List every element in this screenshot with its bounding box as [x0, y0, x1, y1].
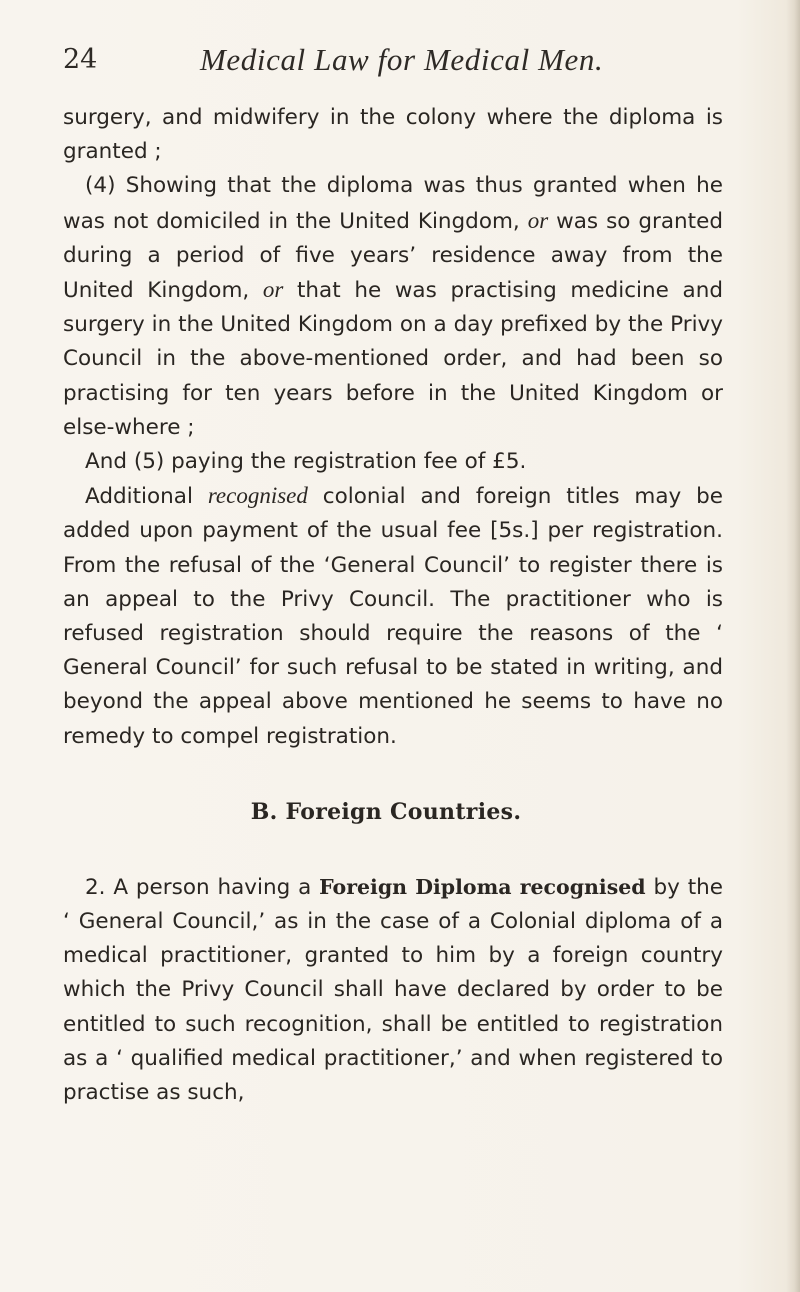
paragraph-continuation	[63, 101, 723, 169]
paragraph-text: 2. A person having a	[85, 874, 320, 900]
bold-phrase: Foreign Diploma recognised	[319, 874, 646, 899]
paragraph-text: that he was practising medicine and surgery in the United Kingdom on a day prefixed by the Privy Council in the above-mentioned order, and had been so practising for ten years before in the United Kingdom or else-where ;	[63, 278, 723, 440]
paragraph-text: colonial and foreign titles may be added upon payment of the usual fee [5s.] per registration. From the refusal of the ‘General Council’ to register there is an appeal to the Privy Council. The practitioner who is refused registration should require the reasons of the ‘ General Council’ for such refusal to be stated in writing, and beyond the appeal above mentioned he seems to have no remedy to compel registration.	[63, 484, 723, 749]
paragraph-text: by the ‘ General Council,’ as in the case of a Colonial diploma of a medical practitioner, granted to him by a foreign country which the Privy Council shall have declared by order to be entitled to such recognition, shall be entitled to registration as a ‘ qualified medical practitioner,’ and when registered to practise as such,	[63, 874, 724, 1106]
page-body	[63, 101, 723, 1110]
paragraph-text: was so granted during a period of five years’ residence away from the United Kingdom,	[63, 208, 723, 304]
emphasis-or: or	[262, 277, 284, 303]
section-heading: B. Foreign Countries.	[250, 798, 522, 825]
running-title: Medical Law for Medical Men.	[200, 42, 604, 77]
paragraph-text: Additional	[85, 484, 208, 510]
page-number: 24	[63, 44, 98, 75]
paragraph-text: surgery, and midwifery in the colony where the diploma is granted ;	[63, 105, 723, 165]
emphasis-or: or	[527, 207, 549, 233]
paragraph-text: (4) Showing that the diploma was thus granted when he was not domiciled in the United Kingdom,	[63, 173, 723, 234]
paragraph-additional-titles	[63, 479, 723, 754]
paragraph-text: And (5) paying the registration fee of £5.	[85, 449, 527, 475]
emphasis-recognised: recognised	[207, 483, 308, 509]
section-heading-block	[63, 754, 723, 870]
paragraph-foreign-diploma	[63, 870, 723, 1110]
paragraph-condition-4	[63, 169, 723, 445]
page-header	[0, 40, 800, 80]
paragraph-condition-5	[63, 445, 723, 479]
page-edge-shadow	[786, 0, 800, 1292]
